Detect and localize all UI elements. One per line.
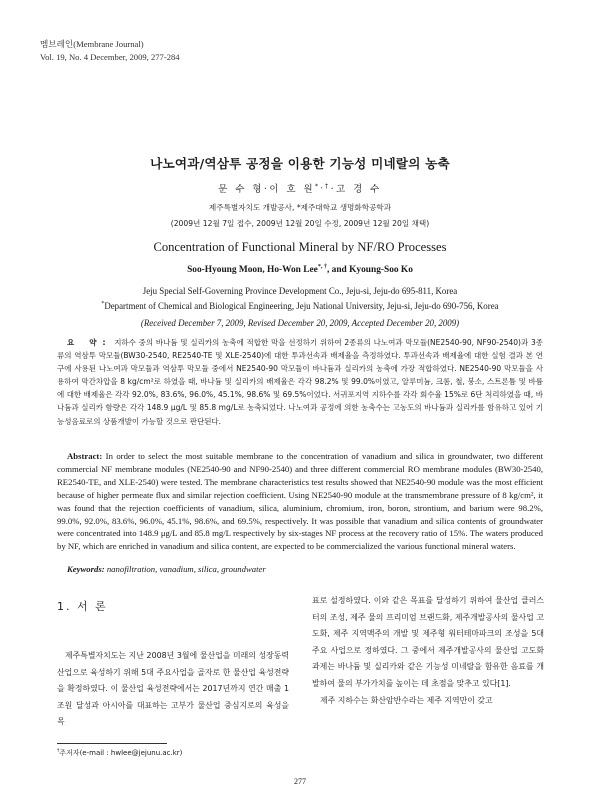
english-authors <box>0 265 600 275</box>
english-authors-tail: , and Kyoung-Soo Ko <box>326 265 413 275</box>
abstract-english-text: In order to select the most suitable membrane to the concentration of vanadium and silica in groundwater, two different commercial NF membrane modules (NE2540-90 and NF90-2540) and three different commercial RO membrane modules (BW30-2540, RE2540-TE, and XLE-2540) were tested. The membrane characteristics test results showed that NE2540-90 module was the most efficient because of higher permeate flux and similar rejection coefficient. Using NE2540-90 module at the transmembrane pressure of 8 kg/cm², it was found that the rejection coefficients of vanadium, silica, aluminium, chromium, iron, boron, strontium, and barium were 98.2%, 99.0%, 92.0%, 83.6%, 96.0%, 45.1%, 98.6%, and 69.5%, respectively. It was possible that vanadium and silica contents of groundwater were concentrated into 148.9 μg/L and 85.8 mg/L respectively by six-stages NF process at the recovery ratio of 15%. The waters produced by NF, which are enriched in vanadium and silica content, are expected to be commercialized the various functional mineral waters. <box>57 451 544 552</box>
journal-name: 멤브레인(Membrane Journal) <box>40 39 144 49</box>
section-heading-introduction: 1. 서 론 <box>57 600 108 613</box>
english-affiliation-2-text: Department of Chemical and Biological Engineering, Jeju National University, Jeju-si, Jeju-do 690-756, Korea <box>104 301 499 311</box>
english-dates: (Received December 7, 2009, Revised December 20, 2009, Accepted December 20, 2009) <box>140 318 460 328</box>
korean-dates: (2009년 12월 7일 접수, 2009년 12월 20일 수정, 2009년 12월 20일 채택) <box>170 219 430 228</box>
korean-affiliation: 제주특별자치도 개발공사, *제주대학교 생명화학공학과 <box>208 203 392 212</box>
korean-authors-names: 문 수 형·이 호 원 <box>218 184 316 195</box>
abstract-korean-text: 지하수 중의 바나듐 및 실리카의 농축에 적합한 막을 선정하기 위하여 2종류의 나노여과 막모듈(NE2540-90, NF90-2540)과 3종류의 역삼투 막모듈(BW30-2540, RE2540-TE 및 XLE-2540)에 대한 투과선속과 배제율을 측정하였다. 투과선속과 배제율에 대한 실험 결과 본 연구에 사용된 나노여과 막모듈과 역삼투 막모듈 중에서 NE2540-90 막모듈이 바나듐과 실리카의 농축에 가장 적합하였다. NE2540-90 막모듈을 사용하여 막간차압을 8 kg/cm²로 하였을 때, 바나듐 및 실리카의 배제율은 각각 98.2% 및 99.0%이였고, 알루미늄, 크롬, 철, 붕소, 스트론튬 및 바륨에 대한 배제율은 각각 92.0%, 83.6%, 96.0%, 45.1%, 98.6% 및 69.5%이었다. 서귀포지역 지하수를 각각 회수율 15%로 6단 처리하였을 때, 바나듐과 실리카 함량은 각각 148.9 μg/L 및 85.8 mg/L로 농축되었다. 나노여과 공정에 의한 농축수는 고농도의 바나듐과 실리카를 함유하고 있어 기능성음료로의 상품개발이 가능할 것으로 판단된다. <box>57 338 543 426</box>
english-affiliation-2-mark: * <box>101 301 105 308</box>
abstract-english <box>57 450 543 553</box>
footnote-divider <box>57 743 167 744</box>
abstract-korean-label: 요 약: <box>67 338 112 347</box>
keywords <box>67 564 266 574</box>
english-authors-names: Soo-Hyoung Moon, Ho-Won Lee <box>187 265 318 275</box>
body-right-paragraph-2: 제주 지하수는 화산암반수라는 제주 지역만이 갖고 <box>320 695 493 705</box>
korean-authors <box>0 181 600 195</box>
english-authors-mark: *, † <box>317 263 327 270</box>
footnote-text: 주저자(e-mail : hwlee@jejunu.ac.kr) <box>59 749 183 757</box>
english-title: Concentration of Functional Mineral by NF/RO Processes <box>153 240 447 254</box>
journal-volume: Vol. 19, No. 4 December, 2009, 277-284 <box>40 52 180 62</box>
abstract-korean <box>57 336 543 428</box>
body-right-paragraph-1: 표로 설정하였다. 이와 같은 목표를 달성하기 위하여 물산업 클러스터의 조성, 제주 물의 프리미엄 브랜드화, 제주개발공사의 물사업 고도화, 제주 지역맥주의 개발 및 제주형 워터테마파크의 조성을 5대 주요 사업으로 정하였다. 그 중에서 제주개발공사의 물산업 고도화 과제는 바나듐 및 실리카와 같은 기능성 미네랄을 함유한 음료를 개발하여 물의 부가가치를 높이는 데 초점을 맞추고 있다[1]. <box>312 596 544 688</box>
korean-title: 나노여과/역삼투 공정을 이용한 기능성 미네랄의 농축 <box>150 156 450 171</box>
english-affiliation-2 <box>0 301 600 311</box>
footnote-mark: † <box>57 748 60 754</box>
abstract-english-label: Abstract: <box>67 451 103 461</box>
page-number: 277 <box>294 777 306 786</box>
korean-authors-mark: *,† <box>315 182 331 190</box>
body-left-column: 제주특별자치도는 지난 2008년 3월에 물산업을 미래의 성장동력산업으로 육성하기 위해 5대 주요사업을 골자로 한 물산업 육성전략을 확정하였다. 이 물산업 육성전략에서는 2017년까지 연간 매출 1조원 달성과 아시아를 대표하는 고부가 물산업 중심지로의 육성을 목 <box>57 651 289 727</box>
body-right-column <box>312 593 544 709</box>
korean-authors-tail: ·고 경 수 <box>330 184 382 195</box>
english-affiliation-1: Jeju Special Self-Governing Province Development Co., Jeju-si, Jeju-do 695-811, Korea <box>142 286 458 296</box>
footnote <box>57 748 182 758</box>
keywords-label: Keywords: <box>67 564 105 574</box>
keywords-text: nanofiltration, vanadium, silica, groundwater <box>106 564 266 574</box>
